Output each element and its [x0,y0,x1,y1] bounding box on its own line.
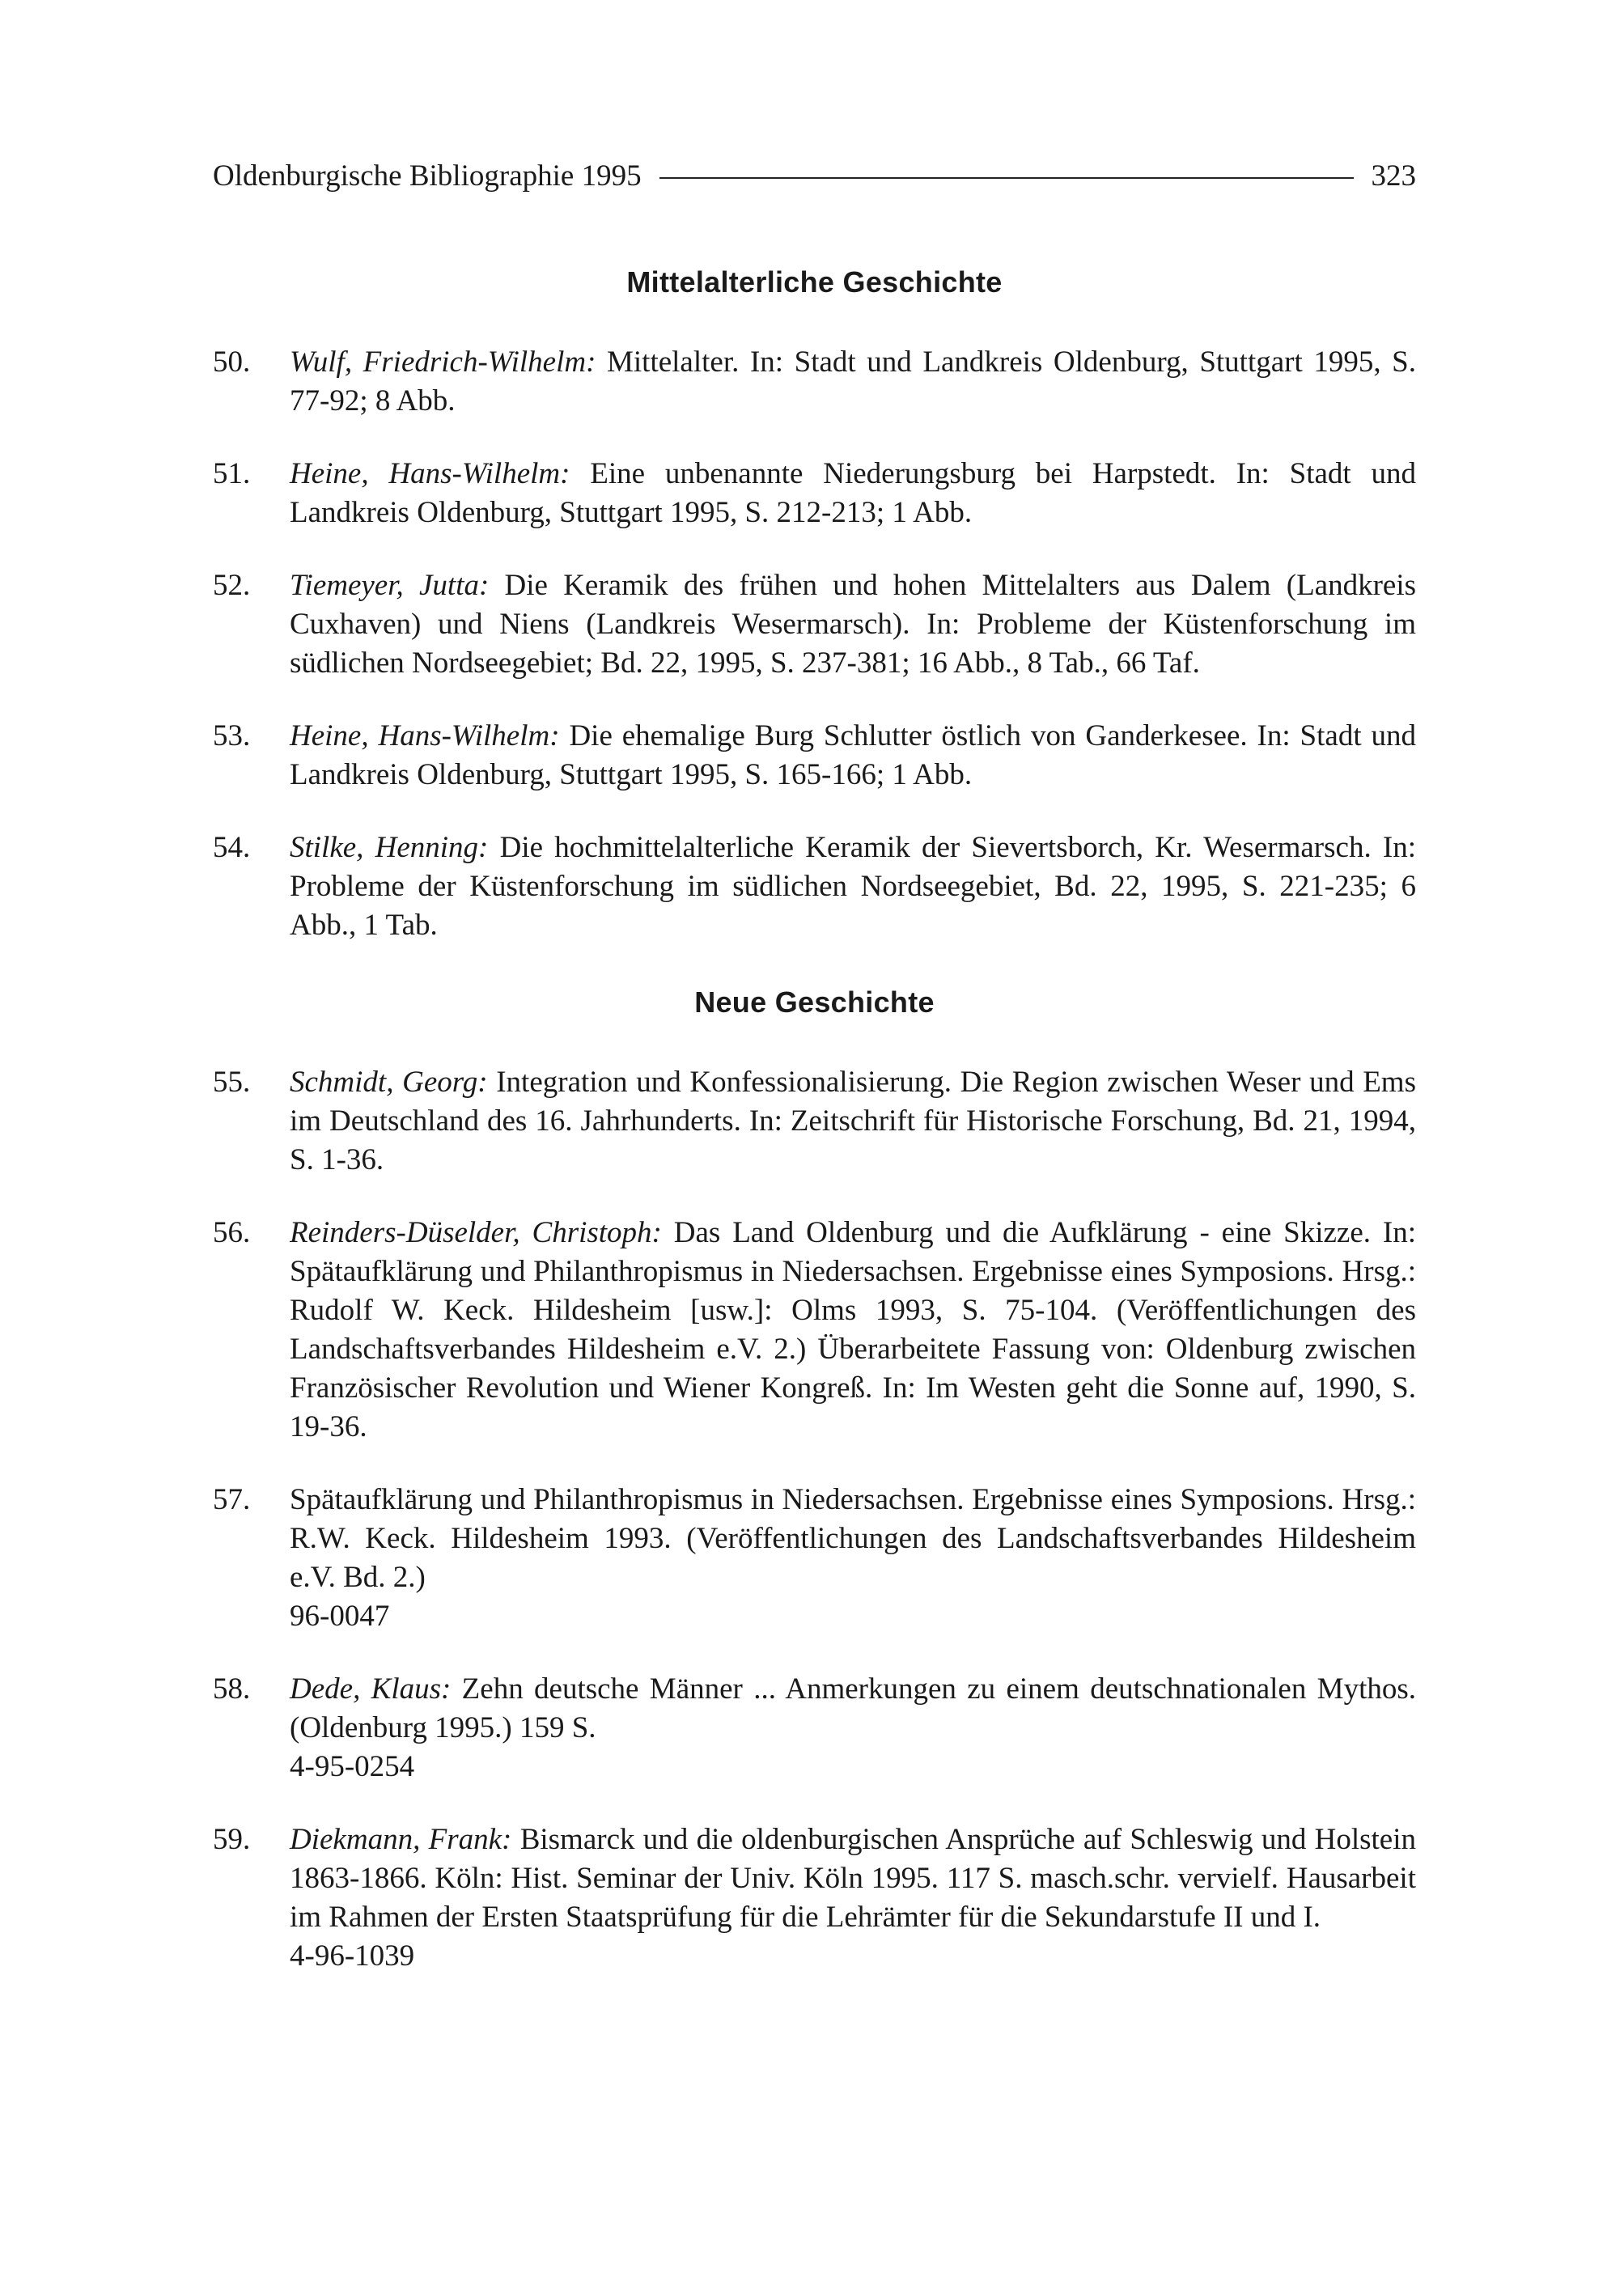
entry-body [290,343,1416,421]
bibliography-entry [213,1670,1416,1787]
entry-number: 51. [213,457,251,490]
entry-text: Integration und Konfessionalisierung. Die Region zwischen Weser und Ems im Deutschland des 16. Jahrhunderts. In: Zeitschrift für Historische Forschung, Bd. 21, 1994, S. 1-36. [290,1066,1416,1176]
entry-number: 59. [213,1823,251,1856]
entry-author: Schmidt, Georg: [290,1066,488,1099]
entry-number: 54. [213,831,251,864]
entry-signature: 96-0047 [290,1600,390,1633]
entry-number: 53. [213,719,251,752]
entry-author: Heine, Hans-Wilhelm: [290,457,570,490]
entry-body [290,1670,1416,1787]
entry-text: Spätaufklärung und Philanthropismus in Niedersachsen. Ergebnisse eines Symposions. Hrsg.: R.W. Keck. Hildesheim 1993. (Veröffentlichungen des Landschaftsverbandes Hildesheim e.V. Bd. 2.) [290,1483,1416,1594]
entry-body [290,566,1416,683]
entry-signature: 4-95-0254 [290,1750,415,1783]
bibliography-entry [213,343,1416,421]
entry-body [290,455,1416,532]
entry-text: Bismarck und die oldenburgischen Ansprüche auf Schleswig und Holstein 1863-1866. Köln: Hist. Seminar der Univ. Köln 1995. 117 S. masch.schr. vervielf. Hausarbeit im Rahmen der Ersten Staatsprüfung für die Lehrämter für die Sekundarstufe II und I. [290,1823,1417,1934]
section-heading-neue-geschichte: Neue Geschichte [694,985,935,1019]
entry-text: Mittelalter. In: Stadt und Landkreis Oldenburg, Stuttgart 1995, S. 77-92; 8 Abb. [290,345,1417,417]
entry-author: Diekmann, Frank: [290,1823,512,1856]
entry-signature: 4-96-1039 [290,1939,415,1973]
entry-text: Die ehemalige Burg Schlutter östlich von Ganderkesee. In: Stadt und Landkreis Oldenburg, Stuttgart 1995, S. 165-166; 1 Abb. [290,719,1417,791]
page-number: 323 [1371,159,1416,193]
running-header [213,159,1416,194]
section-heading-mittelalter: Mittelalterliche Geschichte [626,265,1003,299]
bibliography-entry [213,1481,1416,1636]
entry-body [290,829,1416,945]
bibliography-entry [213,566,1416,683]
document-page [213,159,1416,1976]
entry-text: Das Land Oldenburg und die Aufklärung - eine Skizze. In: Spätaufklärung und Philanthropismus in Niedersachsen. Ergebnisse eines Symposions. Hrsg.: Rudolf W. Keck. Hildesheim [usw.]: Olms 1993, S. 75-104. (Veröffentlichungen des Landschaftsverbandes Hildesheim e.V. 2.) Überarbeitete Fassung von: Oldenburg zwischen Französischer Revolution und Wiener Kongreß. In: Im Westen geht die Sonne auf, 1990, S. 19-36. [290,1216,1417,1443]
entry-author: Tiemeyer, Jutta: [290,569,490,602]
entry-number: 52. [213,569,251,602]
entry-author: Wulf, Friedrich-Wilhelm: [290,345,596,379]
entry-number: 58. [213,1672,251,1706]
header-title: Oldenburgische Bibliographie 1995 [213,159,642,193]
entry-number: 50. [213,345,251,379]
entry-text: Eine unbenannte Niederungsburg bei Harpstedt. In: Stadt und Landkreis Oldenburg, Stuttgart 1995, S. 212-213; 1 Abb. [290,457,1417,529]
entry-body [290,1481,1416,1636]
entry-author: Dede, Klaus: [290,1672,452,1706]
bibliography-entry [213,829,1416,945]
bibliography-entry [213,717,1416,795]
entry-text: Die hochmittelalterliche Keramik der Sievertsborch, Kr. Wesermarsch. In: Probleme der Küstenforschung im südlichen Nordseegebiet, Bd. 22, 1995, S. 221-235; 6 Abb., 1 Tab. [290,831,1416,942]
entry-text: Zehn deutsche Männer ... Anmerkungen zu einem deutschnationalen Mythos. (Oldenburg 1995.) 159 S. [290,1672,1417,1744]
bibliography-entry [213,1820,1416,1976]
entry-body [290,717,1416,795]
header-rule [659,177,1354,179]
entry-author: Heine, Hans-Wilhelm: [290,719,560,752]
entry-body [290,1063,1416,1180]
entry-number: 56. [213,1216,251,1249]
bibliography-entry [213,1214,1416,1447]
bibliography-entry [213,1063,1416,1180]
entry-body [290,1820,1416,1976]
entry-text: Die Keramik des frühen und hohen Mittelalters aus Dalem (Landkreis Cuxhaven) und Niens (Landkreis Wesermarsch). In: Probleme der Küstenforschung im südlichen Nordseegebiet; Bd. 22, 1995, S. 237-381; 16 Abb., 8 Tab., 66 Taf. [290,569,1417,680]
entry-body [290,1214,1416,1447]
bibliography-entry [213,455,1416,532]
entry-number: 57. [213,1483,251,1516]
entry-number: 55. [213,1066,251,1099]
entry-author: Reinders-Düselder, Christoph: [290,1216,662,1249]
entry-author: Stilke, Henning: [290,831,489,864]
